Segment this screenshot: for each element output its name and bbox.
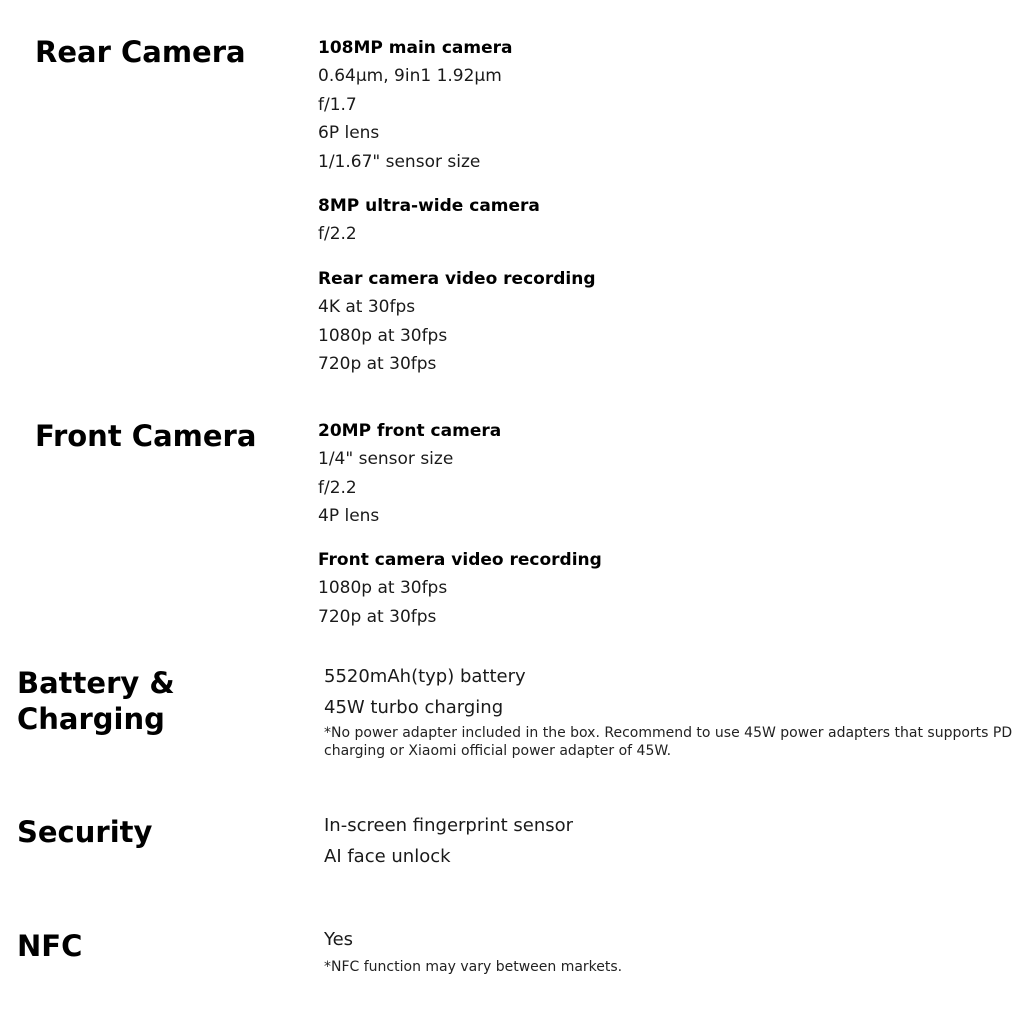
rear-video-4k: 4K at 30fps (318, 297, 416, 317)
security-title: Security (17, 815, 153, 849)
front-camera-title: Front Camera (35, 419, 257, 453)
battery-adapter-note: *No power adapter included in the box. Recommend to use 45W power adapters that supports PD charging or Xiaomi official power adapter of 45W. (324, 725, 1013, 759)
rear-main-lens: 6P lens (318, 123, 380, 144)
rear-camera-group-ultrawide (318, 196, 540, 253)
nfc-title: NFC (17, 929, 83, 963)
front-video-heading: Front camera video recording (318, 550, 602, 570)
front-lens: 4P lens (318, 506, 380, 527)
rear-video-720p: 720p at 30fps (318, 354, 437, 375)
front-aperture: f/2.2 (318, 477, 357, 498)
front-video-720p: 720p at 30fps (318, 606, 437, 627)
front-video-1080p: 1080p at 30fps (318, 578, 448, 598)
front-camera-group-main (318, 421, 501, 535)
rear-ultrawide-heading: 8MP ultra-wide camera (318, 196, 540, 216)
battery-title-line1: Battery & (17, 666, 175, 700)
rear-camera-group-main (318, 38, 512, 181)
security-face-unlock: AI face unlock (324, 846, 451, 867)
rear-camera-group-video (318, 269, 596, 383)
rear-main-sensor-size: 1/1.67" sensor size (318, 152, 481, 173)
nfc-market-note: *NFC function may vary between markets. (324, 959, 623, 975)
nfc-availability: Yes (324, 929, 354, 950)
rear-main-pixel-size: 0.64μm, 9in1 1.92μm (318, 66, 502, 86)
rear-video-1080p: 1080p at 30fps (318, 325, 448, 346)
battery-capacity: 5520mAh(typ) battery (324, 666, 526, 687)
rear-ultrawide-aperture: f/2.2 (318, 224, 357, 244)
front-sensor-size: 1/4" sensor size (318, 449, 454, 469)
front-camera-group-video (318, 550, 602, 635)
rear-main-camera-heading: 108MP main camera (318, 38, 513, 58)
security-fingerprint: In-screen fingerprint sensor (324, 815, 574, 836)
battery-details (324, 666, 1016, 760)
rear-video-heading: Rear camera video recording (318, 269, 596, 289)
charging-speed: 45W turbo charging (324, 697, 504, 718)
rear-main-aperture: f/1.7 (318, 94, 357, 115)
front-main-camera-heading: 20MP front camera (318, 421, 502, 441)
security-details (324, 815, 573, 877)
rear-camera-title: Rear Camera (35, 35, 246, 69)
battery-charging-title (17, 665, 175, 737)
battery-title-line2: Charging (17, 702, 165, 736)
nfc-details (324, 929, 622, 976)
